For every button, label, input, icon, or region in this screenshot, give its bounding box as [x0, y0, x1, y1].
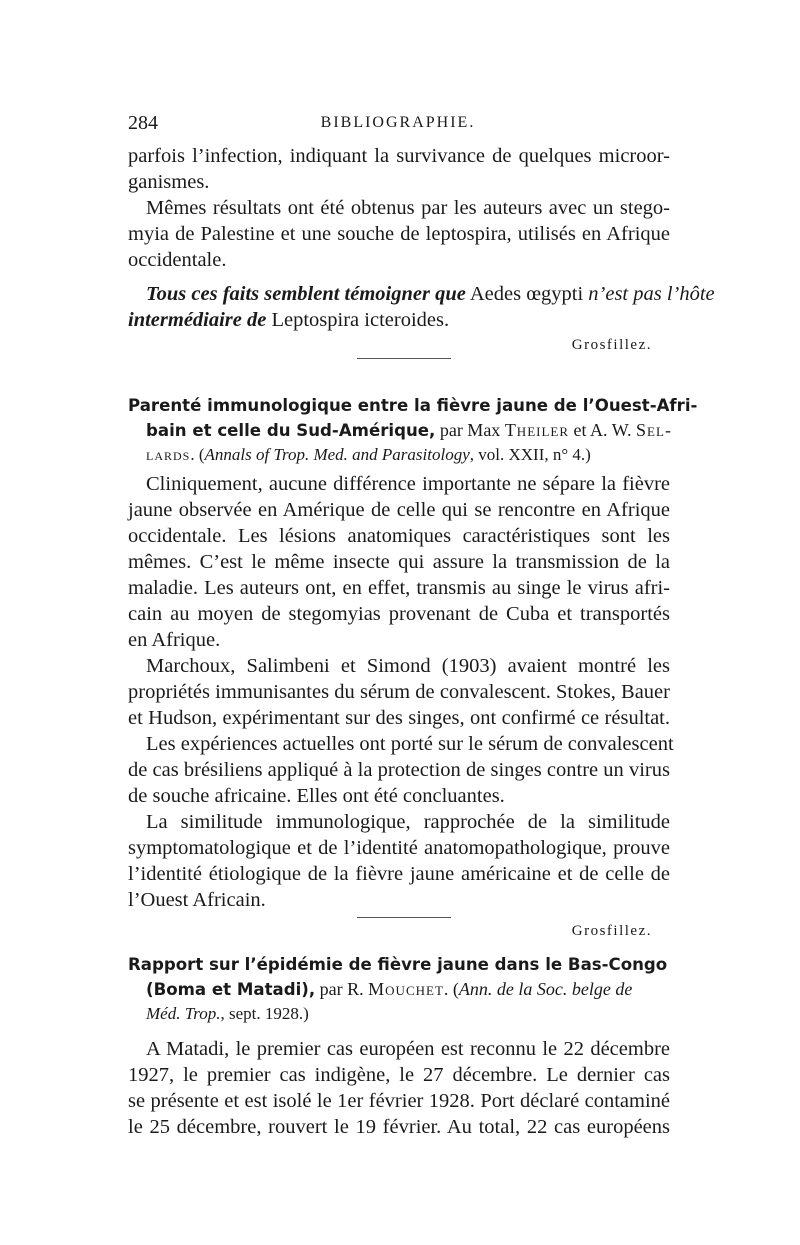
- paragraph-line: cain au moyen de stegomyias provenant de Cuba et transportés: [128, 603, 670, 625]
- author-name: Theiler: [504, 420, 570, 440]
- journal-name: Méd. Trop.: [146, 1004, 221, 1023]
- article-title-cont: bain et celle du Sud-Amérique, par Max Theiler et A. W. Sel-: [146, 420, 672, 440]
- conclusion-italic: n’est pas l’hôte: [588, 283, 715, 305]
- paragraph-line: occidentale. Les lésions anatomiques caractéristiques sont les: [128, 525, 670, 547]
- paragraph-line: de cas brésiliens appliqué à la protection de singes contre un virus: [128, 759, 670, 781]
- paragraph-line: l’identité étiologique de la fièvre jaune américaine et de celle de: [128, 863, 670, 885]
- paragraph-line: en Afrique.: [128, 629, 221, 651]
- journal-name: Annals of Trop. Med. and Parasitology: [204, 445, 470, 464]
- signature: Grosfillez.: [571, 923, 652, 939]
- article-title-part: (Boma et Matadi),: [146, 980, 316, 999]
- article-2: [128, 394, 698, 943]
- article-3: [128, 953, 670, 1140]
- paragraph-line: myia de Palestine et une souche de leptospira, utilisés en Afrique: [128, 223, 670, 245]
- article-reference: lards. (Annals of Trop. Med. and Parasitology, vol. XXII, n° 4.): [146, 445, 591, 464]
- section-divider: [357, 358, 451, 359]
- conclusion-line: [128, 281, 715, 307]
- page-number: 284: [128, 112, 158, 134]
- article-reference: Méd. Trop., sept. 1928.): [146, 1004, 309, 1023]
- author-name: Mouchet: [368, 979, 444, 999]
- signature: Grosfillez.: [571, 337, 652, 353]
- paragraph-line: occidentale.: [128, 249, 227, 271]
- paragraph-line: se présente et est isolé le 1er février 1928. Port déclaré contaminé: [128, 1090, 670, 1112]
- article-title-part: bain et celle du Sud-Amérique,: [146, 421, 436, 440]
- article-title: Parenté immunologique entre la fièvre jaune de l’Ouest-Afri-: [128, 396, 698, 415]
- conclusion-italic: Tous ces faits semblent témoigner que: [146, 283, 466, 305]
- conclusion-line: [128, 307, 670, 333]
- paragraph-line: maladie. Les auteurs ont, en effet, transmis au singe le virus afri-: [128, 577, 670, 599]
- article-body: [128, 471, 674, 913]
- paragraph-line: parfois l’infection, indiquant la survivance de quelques microor-: [128, 145, 670, 167]
- paragraph-line: Cliniquement, aucune différence importante ne sépare la fièvre: [146, 473, 670, 495]
- paragraph-line: et Hudson, expérimentant sur des singes, ont confirmé ce résultat.: [128, 707, 670, 729]
- journal-name: Ann. de la Soc. belge de: [458, 979, 633, 999]
- paragraph-line: Mêmes résultats ont été obtenus par les auteurs avec un stego-: [146, 197, 670, 219]
- paragraph-line: mêmes. C’est le même insecte qui assure la transmission de la: [128, 551, 670, 573]
- running-title: BIBLIOGRAPHIE.: [320, 114, 476, 131]
- article-body: [128, 1036, 670, 1140]
- paragraph-line: l’Ouest Africain.: [128, 889, 266, 911]
- paragraph-line: Les expériences actuelles ont porté sur le sérum de convalescent: [146, 733, 674, 755]
- paragraph-line: de souche africaine. Elles ont été concluantes.: [128, 785, 505, 807]
- author-name: Sel-: [636, 420, 672, 440]
- paragraph-line: symptomatologique et de l’identité anatomopathologique, prouve: [128, 837, 670, 859]
- species-name: Leptospira icteroides.: [266, 309, 450, 331]
- page-header: [128, 112, 668, 142]
- paragraph-line: 1927, le premier cas indigène, le 27 décembre. Le dernier cas: [128, 1064, 670, 1086]
- species-name: Aedes œgypti: [465, 283, 589, 305]
- author-name: lards: [146, 445, 191, 464]
- paragraph-line: Marchoux, Salimbeni et Simond (1903) avaient montré les: [146, 655, 670, 677]
- paragraph-line: propriétés immunisantes du sérum de convalescent. Stokes, Bauer: [128, 681, 670, 703]
- conclusion-italic: intermédiaire de: [128, 309, 267, 331]
- paragraph-line: La similitude immunologique, rapprochée de la similitude: [146, 811, 670, 833]
- paragraph-line: ganismes.: [128, 171, 210, 193]
- paragraph-line: jaune observée en Amérique de celle qui se rencontre en Afrique: [128, 499, 670, 521]
- article-title: Rapport sur l’épidémie de fièvre jaune dans le Bas-Congo: [128, 955, 668, 974]
- section-divider: [357, 917, 451, 918]
- article-title-cont: (Boma et Matadi), par R. Mouchet. (Ann. de la Soc. belge de: [146, 979, 633, 999]
- paragraph-line: le 25 décembre, rouvert le 19 février. Au total, 22 cas européens: [128, 1116, 670, 1138]
- article-1-continuation: [128, 143, 715, 357]
- paragraph-line: A Matadi, le premier cas européen est reconnu le 22 décembre: [146, 1038, 670, 1060]
